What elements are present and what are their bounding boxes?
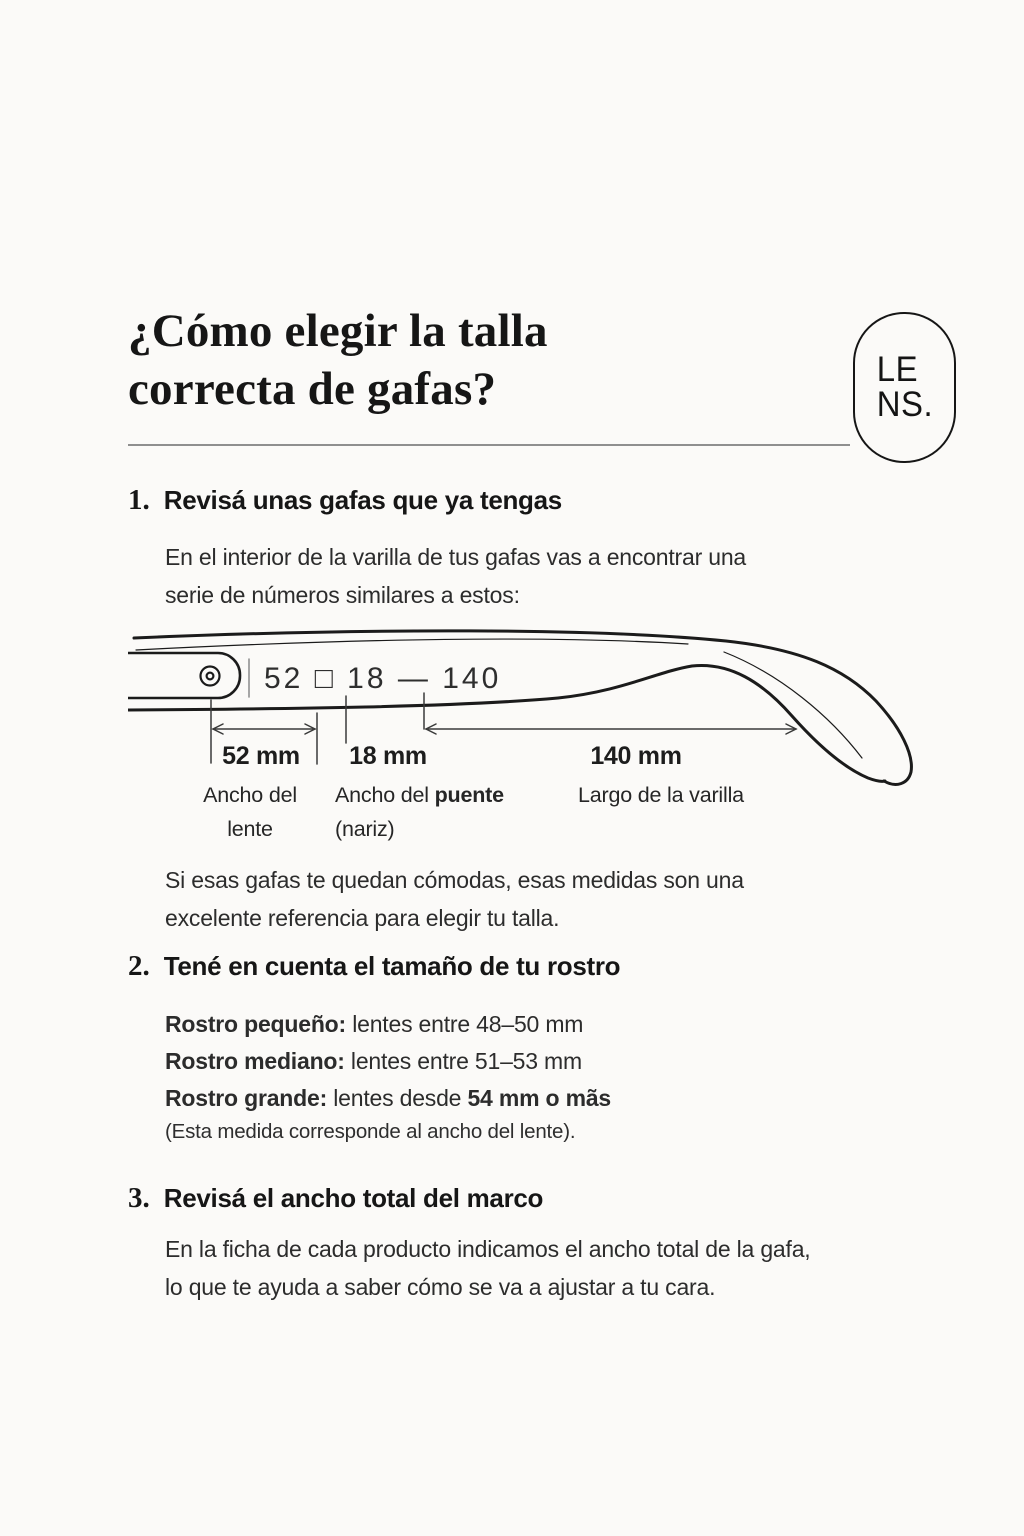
lens-logo-line2: NS.: [876, 384, 933, 424]
header-divider: [128, 444, 850, 446]
section1-after-body: [165, 861, 744, 937]
page-title: [128, 302, 548, 419]
section1-title: Revisá unas gafas que ya tengas: [163, 485, 562, 515]
section2-number: 2.: [128, 950, 150, 982]
lens-logo: [876, 350, 933, 424]
section1-body-line1: En el interior de la varilla de tus gafas vas a encontrar una: [165, 544, 747, 570]
section1-number: 1.: [128, 484, 150, 516]
face-size-list: [165, 1006, 611, 1117]
section3-body-line1: En la ficha de cada producto indicamos el ancho total de la gafa,: [165, 1236, 811, 1262]
hinge-screw-icon-center: [207, 673, 214, 680]
lens-brand-badge: [853, 312, 956, 463]
glasses-temple-diagram: [128, 616, 968, 856]
section3-title: Revisá el ancho total del marco: [163, 1183, 544, 1213]
temple-length-label: Largo de la varilla: [578, 783, 744, 807]
section1-after-line1: Si esas gafas te quedan cómodas, esas medidas son una: [165, 867, 744, 893]
face-size-item-medium: Rostro mediano: lentes entre 51–53 mm: [165, 1048, 582, 1074]
section2-heading: [128, 950, 620, 983]
section1-body: [165, 538, 746, 614]
section2-title: Tené en cuenta el tamaño de tu rostro: [163, 951, 621, 981]
lens-width-note: (Esta medida corresponde al ancho del lente).: [165, 1120, 576, 1143]
hinge-cap: [128, 653, 240, 698]
temple-length-value: 140 mm: [590, 742, 682, 770]
bridge-width-value: 18 mm: [349, 742, 427, 770]
face-size-item-small: Rostro pequeño: lentes entre 48–50 mm: [165, 1011, 584, 1037]
section3-number: 3.: [128, 1182, 150, 1214]
face-size-item-large: Rostro grande: lentes desde 54 mm o mãs: [165, 1085, 612, 1111]
lens-width-value: 52 mm: [222, 742, 300, 770]
section1-heading: [128, 484, 562, 517]
page-title-line2: correcta de gafas?: [128, 363, 497, 416]
lens-width-label: Ancho del lente: [203, 783, 297, 841]
page-title-line1: ¿Cómo elegir la talla: [128, 305, 548, 357]
section1-body-line2: serie de números similares a estos:: [165, 582, 520, 608]
section1-after-line2: excelente referencia para elegir tu talla.: [165, 905, 560, 931]
section3-body-line2: lo que te ayuda a saber cómo se va a ajustar a tu cara.: [165, 1274, 716, 1300]
section3-heading: [128, 1182, 543, 1215]
bridge-width-label: Ancho del puente (nariz): [335, 783, 504, 841]
temple-size-marking: 52 □ 18 — 140: [264, 662, 502, 695]
hinge-screw-icon: [201, 667, 220, 686]
lens-logo-line1: LE: [876, 350, 918, 390]
section3-body: [165, 1230, 811, 1306]
